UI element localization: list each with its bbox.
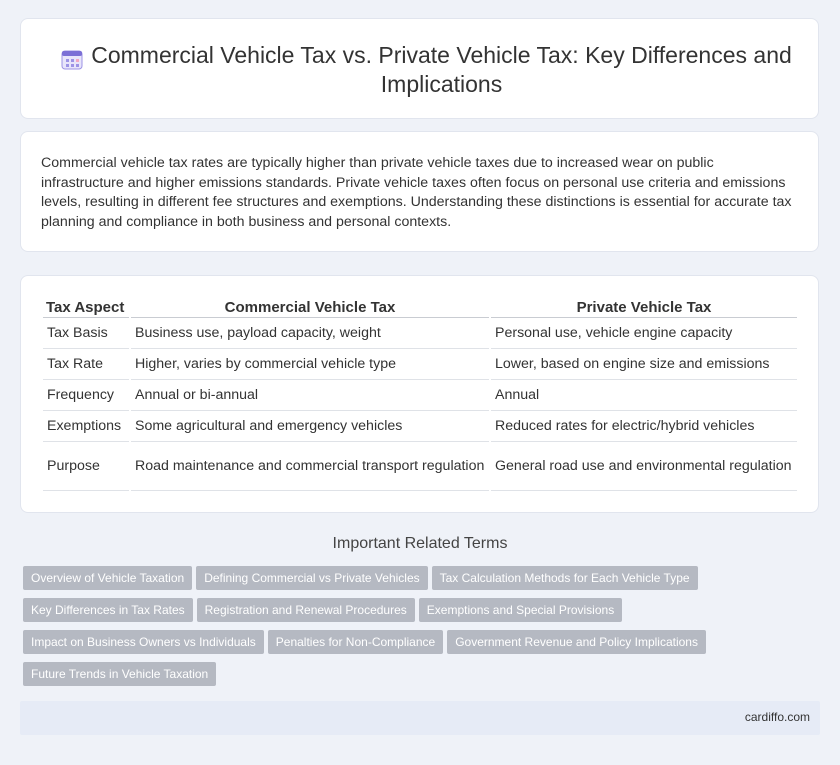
related-term-tag[interactable]: Future Trends in Vehicle Taxation [23,662,216,686]
row-private: Lower, based on engine size and emissions [491,349,797,380]
related-term-tag[interactable]: Defining Commercial vs Private Vehicles [196,566,427,590]
intro-card [20,131,819,252]
row-commercial: Annual or bi-annual [131,380,489,411]
header-tax-aspect: Tax Aspect [43,295,129,318]
row-commercial: Some agricultural and emergency vehicles [131,411,489,442]
row-aspect: Tax Basis [43,318,129,349]
related-term-tag[interactable]: Tax Calculation Methods for Each Vehicle Type [432,566,698,590]
related-terms-title: Important Related Terms [332,535,508,552]
row-private: General road use and environmental regulation [491,442,797,491]
title-card [20,18,819,119]
header-commercial: Commercial Vehicle Tax [131,295,489,318]
table-row [43,318,797,349]
footer [20,701,820,735]
row-commercial: Higher, varies by commercial vehicle type [131,349,489,380]
table-row [43,442,797,491]
related-term-tag[interactable]: Exemptions and Special Provisions [419,598,622,622]
comparison-table-card [20,275,819,513]
related-term-tag[interactable]: Government Revenue and Policy Implications [447,630,706,654]
related-term-tag[interactable]: Key Differences in Tax Rates [23,598,193,622]
row-commercial: Road maintenance and commercial transport regulation [131,442,489,491]
row-commercial: Business use, payload capacity, weight [131,318,489,349]
related-term-tag[interactable]: Impact on Business Owners vs Individuals [23,630,264,654]
row-aspect: Purpose [43,442,129,491]
table-header-row [43,295,797,318]
related-term-tag[interactable]: Penalties for Non-Compliance [268,630,443,654]
row-aspect: Tax Rate [43,349,129,380]
related-term-tag[interactable]: Overview of Vehicle Taxation [23,566,192,590]
table-row [43,380,797,411]
row-aspect: Frequency [43,380,129,411]
table-row [43,411,797,442]
footer-site-link[interactable]: cardiffo.com [744,710,810,724]
table-row [43,349,797,380]
comparison-table [41,295,799,491]
row-aspect: Exemptions [43,411,129,442]
related-terms-list [23,566,803,694]
intro-paragraph: Commercial vehicle tax rates are typically higher than private vehicle taxes due to increased wear on public infrastructure and higher emissions standards. Private vehicle taxes often focus on personal use criteria and emissions levels, resulting in different fee structures and exemptions. Understanding these distinctions is essential for accurate tax planning and compliance in both business and personal contexts. [41,155,792,230]
related-term-tag[interactable]: Registration and Renewal Procedures [197,598,415,622]
row-private: Annual [491,380,797,411]
header-private: Private Vehicle Tax [491,295,797,318]
page-title: Commercial Vehicle Tax vs. Private Vehicle Tax: Key Differences and Implications [91,42,792,97]
row-private: Reduced rates for electric/hybrid vehicles [491,411,797,442]
row-private: Personal use, vehicle engine capacity [491,318,797,349]
